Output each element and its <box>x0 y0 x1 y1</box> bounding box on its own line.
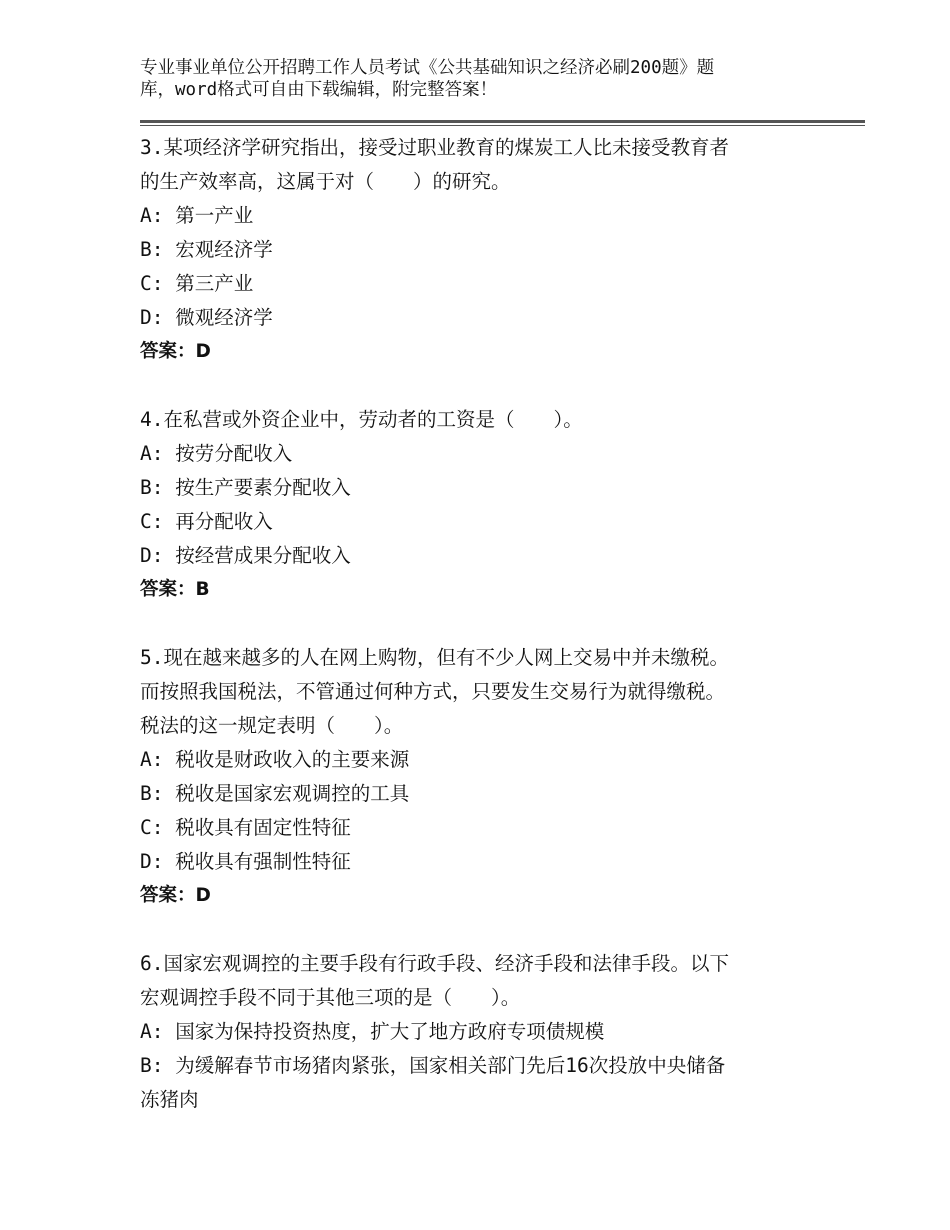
option-c: C: 再分配收入 <box>140 510 273 533</box>
answer-label: 答案：D <box>140 341 211 362</box>
question-stem-line: 5.现在越来越多的人在网上购物，但有不少人网上交易中并未缴税。 <box>140 646 729 669</box>
answer-label: 答案：D <box>140 885 211 906</box>
option-c: C: 税收具有固定性特征 <box>140 816 351 839</box>
header-divider-thin <box>140 125 865 126</box>
question-stem-line: 宏观调控手段不同于其他三项的是（ ）。 <box>140 986 521 1009</box>
option-d: D: 微观经济学 <box>140 306 273 329</box>
answer-label: 答案：B <box>140 579 210 600</box>
question-stem-line: 的生产效率高，这属于对（ ）的研究。 <box>140 170 511 193</box>
document-header <box>140 57 780 101</box>
option-b: B: 为缓解春节市场猪肉紧张，国家相关部门先后16次投放中央储备 <box>140 1054 726 1077</box>
question-stem-line: 3.某项经济学研究指出，接受过职业教育的煤炭工人比未接受教育者 <box>140 136 729 159</box>
question-list <box>140 131 800 1151</box>
question-6 <box>140 947 800 1117</box>
option-b-continuation: 冻猪肉 <box>140 1088 199 1111</box>
option-b: B: 税收是国家宏观调控的工具 <box>140 782 410 805</box>
question-4 <box>140 403 800 607</box>
option-b: B: 按生产要素分配收入 <box>140 476 351 499</box>
question-stem-line: 4.在私营或外资企业中，劳动者的工资是（ ）。 <box>140 408 583 431</box>
question-3 <box>140 131 800 369</box>
question-stem-line: 税法的这一规定表明（ ）。 <box>140 714 404 737</box>
option-a: A: 第一产业 <box>140 204 254 227</box>
option-c: C: 第三产业 <box>140 272 254 295</box>
question-5 <box>140 641 800 913</box>
option-a: A: 国家为保持投资热度，扩大了地方政府专项债规模 <box>140 1020 605 1043</box>
option-a: A: 按劳分配收入 <box>140 442 293 465</box>
option-a: A: 税收是财政收入的主要来源 <box>140 748 410 771</box>
option-d: D: 按经营成果分配收入 <box>140 544 351 567</box>
question-stem-line: 而按照我国税法，不管通过何种方式，只要发生交易行为就得缴税。 <box>140 680 726 703</box>
header-line-1: 专业事业单位公开招聘工作人员考试《公共基础知识之经济必刷200题》题 <box>140 58 715 78</box>
option-b: B: 宏观经济学 <box>140 238 273 261</box>
option-d: D: 税收具有强制性特征 <box>140 850 351 873</box>
header-divider-thick <box>140 120 865 123</box>
header-line-2: 库，word格式可自由下载编辑，附完整答案！ <box>140 80 498 100</box>
question-stem-line: 6.国家宏观调控的主要手段有行政手段、经济手段和法律手段。以下 <box>140 952 729 975</box>
